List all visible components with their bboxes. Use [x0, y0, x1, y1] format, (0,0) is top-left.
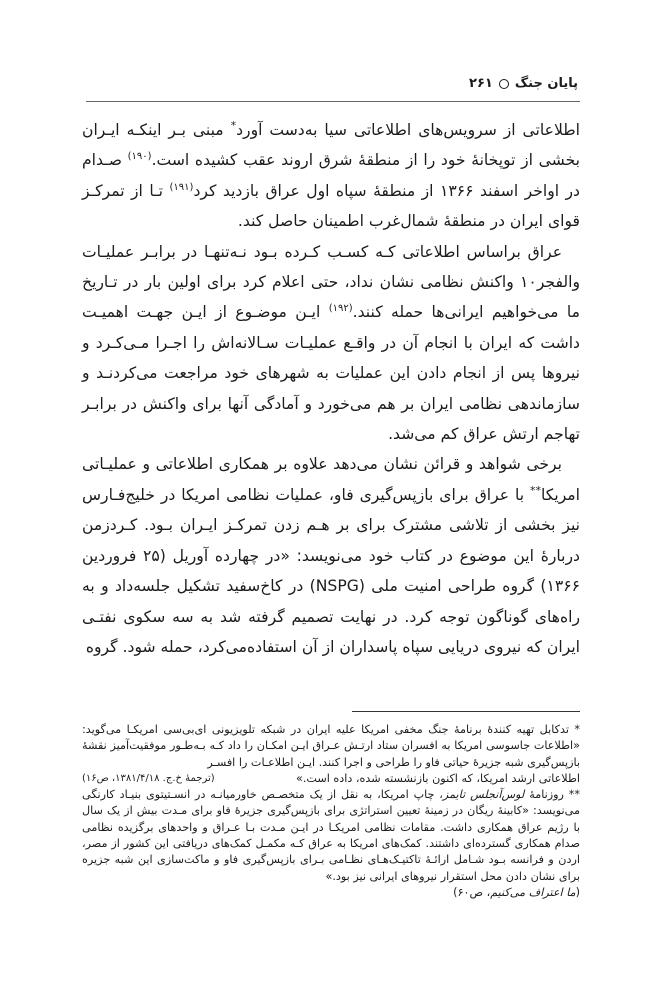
- text-run: با عراق برای بازپس‌گیری فاو، عملیات نظامی امریکا در خلیج‌فـارس نیز بخشی از تلاشی مشترک برای بر هـم زدن تمرکـز ایـران بـود. کـردزمن دربارهٔ این موضوع در کتاب خود می‌نویسد: «در چهارده آوریل (۲۵ فروردین ۱۳۶۶) گروه طراحی امنیت ملی (NSPG) در کاخ‌سفید تشکیل جلسه‌داد و به راه‌های گوناگون توجه کرد. در نهایت تصمیم گرفته شد به سه سکوی نفتـی ایران که نیروی دریایی سپاه پاسداران از آن استفاده‌می‌کرد، حمله شود. گروه: [82, 485, 580, 656]
- footnote-2-prefix: ** روزنامهٔ: [524, 788, 580, 802]
- text-run: صـدام در اواخر اسفند ۱۳۶۶ از منطقهٔ سپاه اول عراق بازدید کرد: [82, 151, 581, 200]
- footnote-marker: **: [530, 483, 541, 497]
- citation-source: ما اعتراف می‌کنیم: [490, 885, 576, 899]
- footnote-1-citation: (ترجمهٔ خ.ج. ۱۳۸۱/۴/۱۸، ص۱۶): [82, 772, 215, 784]
- paragraph: [82, 115, 580, 237]
- text-run: مبنی بـر اینکـه ایـران بخشی از توپخانهٔ خود را از منطقهٔ شرق اروند عقب کشیده است.: [82, 121, 580, 170]
- page-number: ۲۶۱: [469, 76, 493, 91]
- header-rule: [86, 101, 580, 102]
- running-head: [469, 76, 578, 91]
- footnote-2-text: ، چاپ امریکا، به نقل از یک متخصـص خاورمیانـه در انسـتیتوی بنیـاد کارنگی می‌نویسد: «کابینهٔ ریگان در زمینهٔ تعیین استراتژی برای بازپس‌گیری جزیرهٔ فاو برای مـدت بیش از یک سال با رژیم عراق همکاری داشت. مقامات نظامی امریکـا در ایـن مـدت بـا عـراق و واحدهای برگزیده نظامی صدام همکاری گسترده‌ای داشتند. کمک‌های امریکا به عراق کـه مکمـل کمک‌های دریافتی این کشور از مصر، اردن و فرانسه بـود شـامل ارائـهٔ تاکتیـک‌هـای نظـامی بـرای بازپس‌گیری فاو و ماکت‌سازی این شبه جزیره برای نشان دادن محل استقرار نیروهای ایرانی نیز بود.»: [82, 788, 580, 883]
- text-run: ایـن موضـوع از ایـن جهـت اهمیـت داشت که ایران با انجام آن در واقـع عملیـات سـالانه‌اش را اجـرا مـی‌کـرد و نیروها پس از انجام دادن این عملیات به شهرهای خود مراجعت می‌کردنـد و سازماندهی نظامی ایران بر هم می‌خورد و آمادگی آنها برای واکنش در برابـر تهاجم ارتش عراق کم می‌شد.: [82, 303, 580, 444]
- citation-open: (: [575, 885, 580, 899]
- endnote-ref: (۱۹۱): [169, 181, 194, 193]
- footnote-1: [82, 722, 580, 787]
- circle-ornament-icon: [499, 79, 509, 89]
- endnote-ref: (۱۹۰): [127, 151, 152, 163]
- footnote-1-last-line: [82, 771, 580, 787]
- endnote-ref: (۱۹۲): [328, 303, 353, 315]
- text-run: عراق براساس اطلاعاتی کـه کسـب کـرده بـود نـه‌تنهـا در برابـر عملیـات والفجر۱۰ واکنش نظامی نشان نداد، حتی اعلام کرد برای اولین بار در تـاریخ ما می‌خواهیم ایرانی‌ها حمله کنند.: [82, 242, 580, 322]
- footnote-2: [82, 787, 580, 885]
- citation-page: ، ص۶۰): [453, 885, 491, 899]
- footnotes: [82, 722, 580, 901]
- body-text: [82, 115, 580, 662]
- footnote-1-text: * تدکابل تهیه کنندهٔ برنامهٔ جنگ مخفی امریکا علیه ایران در شبکه تلویزیونی ای‌بی‌سی امریکـا می‌گوید: «اطلاعات جاسوسی امریکا به افسران ستاد ارتـش عـراق ایـن امکـان را داد کـه بـه‌طـور موفقیت‌آمیز نقشهٔ بازپس‌گیری شبه جزیرهٔ حیاتی فاو را طراحی و اجرا کنند. ایـن اطلاعـات را افسـر: [82, 723, 580, 769]
- footnote-2-citation: [82, 885, 580, 901]
- footnote-2-source: لوس‌آنجلس تایمز: [442, 788, 525, 802]
- book-title: پایان جنگ: [514, 76, 578, 91]
- footnote-1-tail: اطلاعاتی ارشد امریکا، که اکنون بازنشسته شده، داده است.»: [295, 771, 580, 785]
- text-run: برخی شواهد و قرائن نشان می‌دهد علاوه بر همکاری اطلاعاتی و عملیـاتی امریکا: [82, 455, 580, 504]
- footnote-marker: *: [230, 118, 237, 132]
- footnote-separator: [352, 711, 580, 712]
- paragraph: [82, 449, 580, 662]
- text-run: اطلاعاتی از سرویس‌های اطلاعاتی سیا به‌دست آورد: [236, 121, 581, 139]
- paragraph: [82, 237, 580, 450]
- text-run: تـا از تمرکـز قوای ایران در منطقهٔ شمال‌غرب اطمینان حاصل کند.: [82, 181, 580, 231]
